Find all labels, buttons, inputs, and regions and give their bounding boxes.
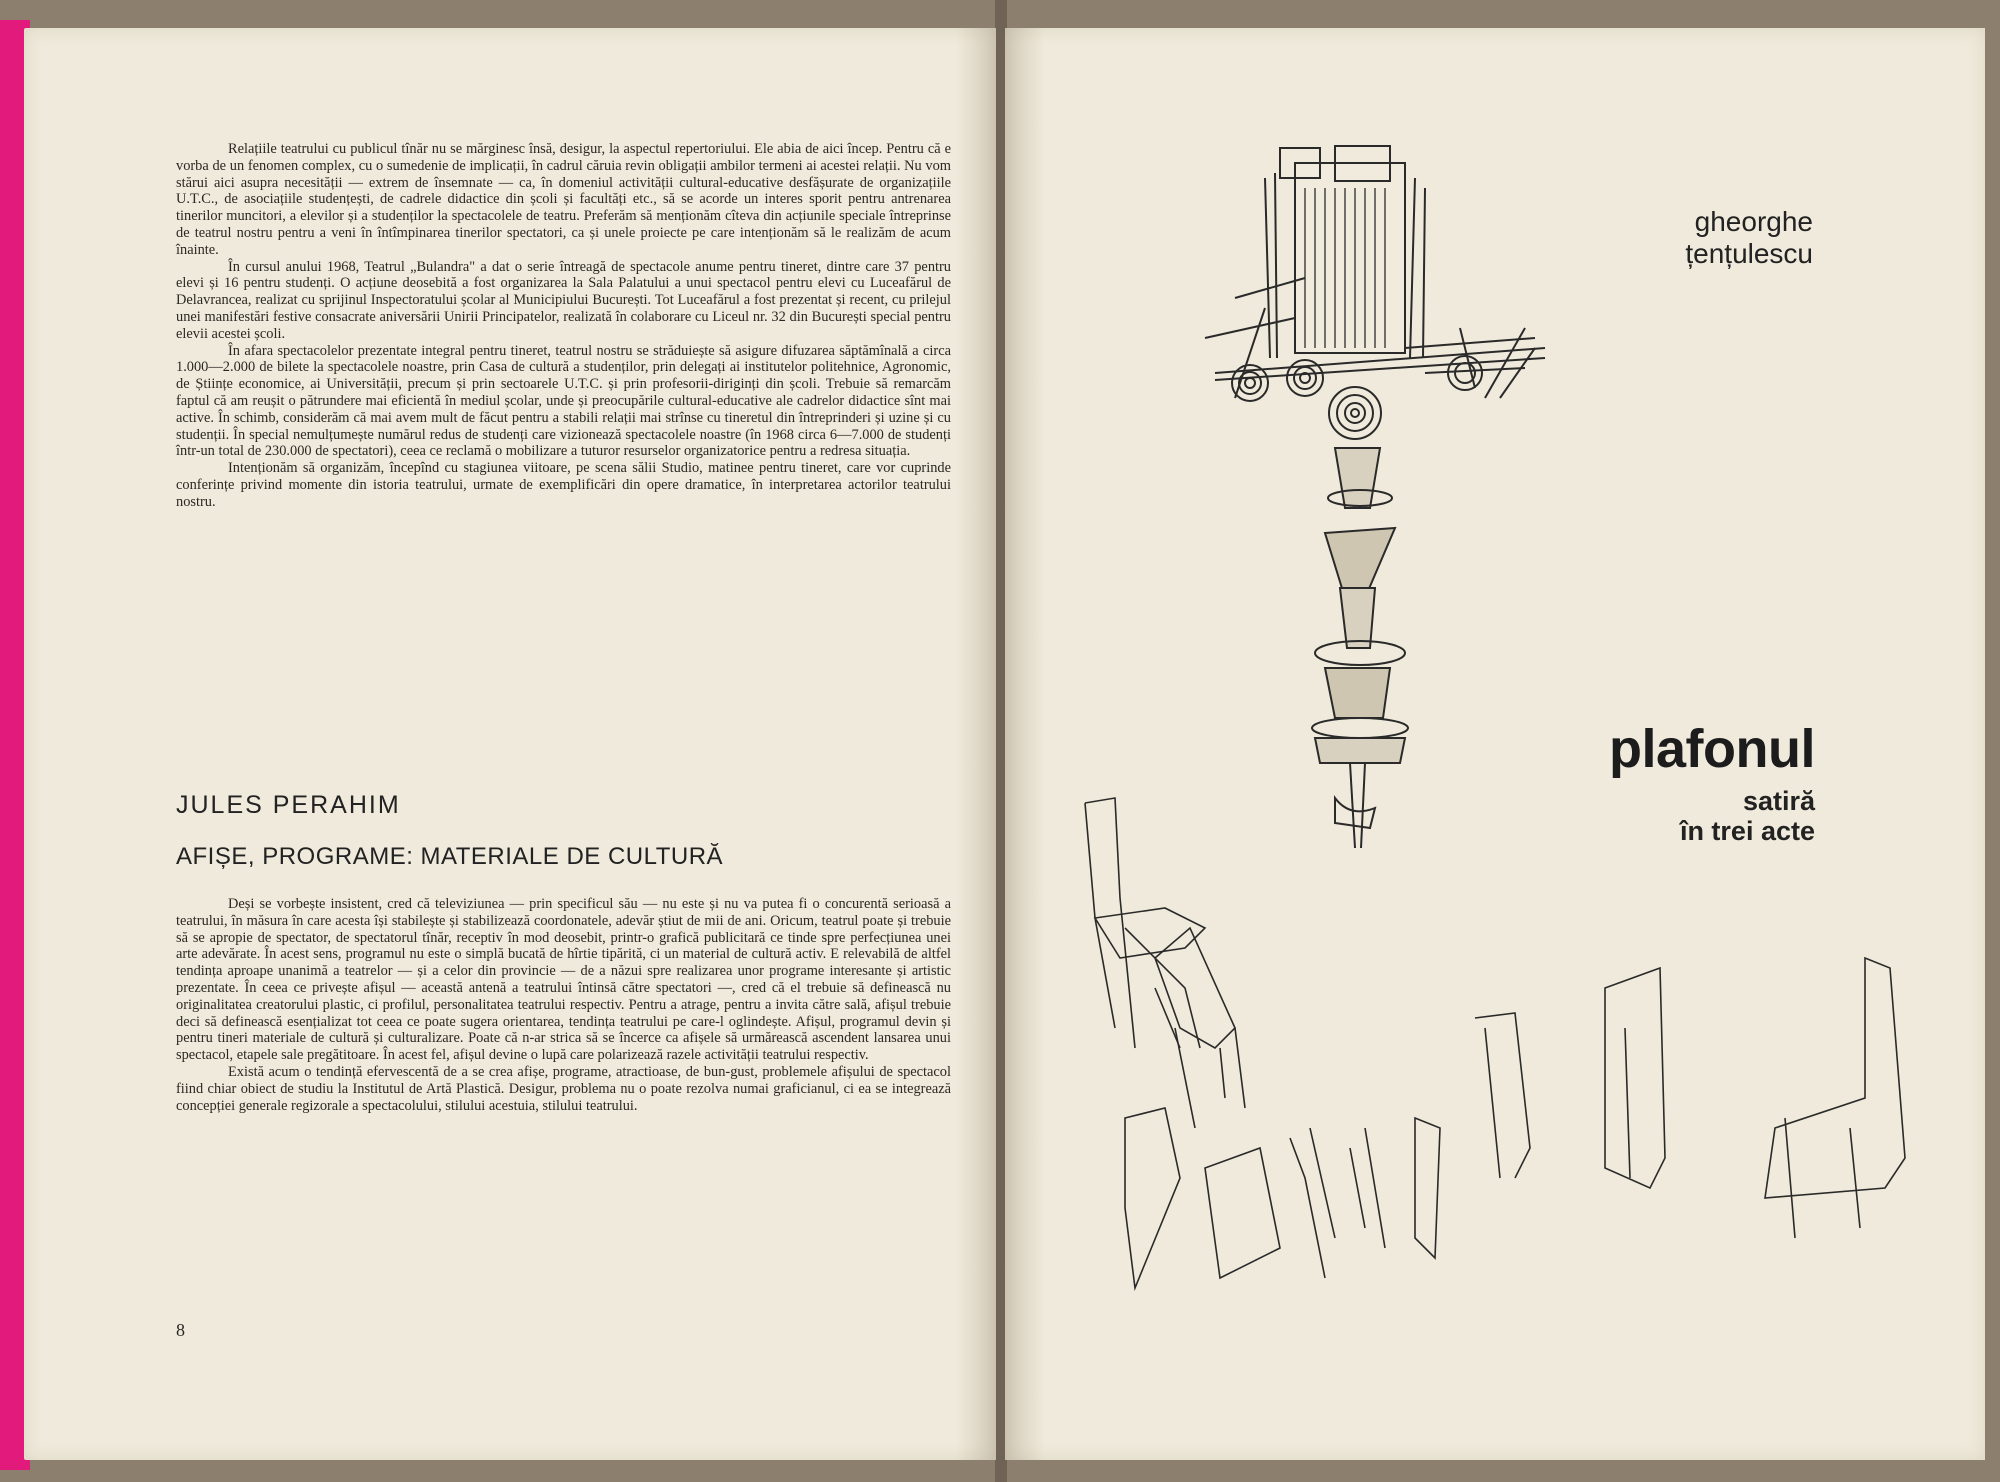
left-page [24, 28, 996, 1460]
paragraph: Relațiile teatrului cu publicul tînăr nu se mărginesc însă, desigur, la aspectul repertoriului. Ele abia de aici încep. Pentru că e vorba de un fenomen complex, cu o sumedenie de implicații, în cadrul căruia revin obligații ambilor termeni ai acestei relații. Nu vom stărui aici asupra necesității — extrem de însemnate — ca, în domeniul activității cultural-educative desfășurate de organizațiile U.T.C., de asociațiile studențești, de cadrele didactice din școli și facultăți etc., să se acorde un interes sporit pentru antrenarea tinerilor muncitori, a elevilor și a studenților la spectacolele de teatru. Preferăm să menționăm cîteva din acțiunile speciale întreprinse de teatrul nostru pentru a veni în întîmpinarea tinerilor spectatori, ca și unele proiecte pe care intenționăm să le realizăm de acum înainte. [176, 141, 951, 258]
bottom-article-text [176, 896, 951, 1114]
right-page [1005, 28, 1985, 1460]
paragraph: În afara spectacolelor prezentate integral pentru tineret, teatrul nostru se străduiește să asigure difuzarea săptămînală a circa 1.000—2.000 de bilete la spectacolele noastre, prin Casa de cultură a studenților, prin delegați ai institutelor politehnice, Agronomic, de Științe economice, ai Universității, precum și prin sectoarele U.T.C. și prin profesorii-diriginți din școli. Trebuie să remarcăm faptul că am reușit o pătrundere mai eficientă în mediul școlar, unde și preocupările cultural-educative ale cadrelor didactice sînt mai active. În schimb, considerăm că mai avem mult de făcut pentru a stabili relații mai strînse cu tineretul din întreprinderi și uzine și cu studenții. În special nemulțumește numărul redus de studenți care vizionează spectacolele noastre (în 1968 circa 6—7.000 de studenți într-un total de 230.000 de spectatori), ceea ce reclamă o mobilizare a tuturor resurselor organizatorice pentru a redresa situația. [176, 342, 951, 460]
paragraph: Intenționăm să organizăm, începînd cu stagiunea viitoare, pe scena sălii Studio, matinee pentru tineret, care vor cuprinde conferințe privind momente din istoria teatrului, urmate de exemplificări din opere dramatice, în interpretarea actorilor teatrului nostru. [176, 460, 951, 510]
paragraph: În cursul anului 1968, Teatrul „Bulandra" a dat o serie întreagă de spectacole anume pentru tineret, dintre care 37 pentru elevi și 16 pentru studenți. O acțiune deosebită a fost organizarea la Sala Palatului a unui spectacol pentru elevi cu Luceafărul de Delavrancea, realizat cu sprijinul Inspectoratului școlar al Municipiului București. Tot Luceafărul a fost prezentat și recent, cu prilejul unei manifestări festive consacrate aniversării Unirii Principatelor, realizată în colaborare cu Liceul nr. 32 din București special pentru elevii acestei școli. [176, 258, 951, 342]
chairs-drawing [1085, 798, 1905, 1288]
play-author [1685, 206, 1813, 270]
play-title: plafonul [1609, 719, 1815, 779]
gutter-shadow [956, 28, 996, 1460]
author-last-name: țențulescu [1685, 238, 1813, 269]
paragraph: Există acum o tendință efervescentă de a se crea afișe, programe, atractioase, de bun-gust, problemele afișului de spectacol fiind chiar obiect de studiu la Institutul de Artă Plastică. Desigur, problema nu o poate rezolva numai graficianul, ci ea se integrează concepției generale regizorale a spectacolului, stilului acestuia, stilului teatrului. [176, 1063, 951, 1114]
section-title: AFIȘE, PROGRAME: MATERIALE DE CULTURĂ [176, 843, 724, 870]
paragraph: Deși se vorbește insistent, cred că televiziunea — prin specificul său — nu este și nu va putea fi o concurentă serioasă a teatrului, în măsura în care acesta își stabilește și stabilizează coordonatele, adevăr știut de mii de ani. Oricum, teatrul poate și trebuie să se apropie de spectator, de spectatorul tînăr, receptiv în mod deosebit, printr-o grafică publicitară ce tinde spre perfecțiunea unei arte adevărate. În acest sens, programul nu este o simplă bucată de hîrtie tipărită, ci un material de cultură activ. E relevabilă de altfel tendința aproape unanimă a teatrelor — și a celor din provincie — de a năzui spre realizarea unor programe interesante și artistic prezentate. În ceea ce privește afișul — această antenă a teatrului întinsă către spectatori —, cred că el trebuie să definească nu originalitatea creatorului plastic, ci profilul, personalitatea teatrului respectiv. Pentru a atrage, pentru a invita către sală, afișul trebuie deci să definească esențializat tot ceea ce poate sugera orientarea, tendința teatrului pe care-l oglindește. Afișul, programul devin și pentru tineri materiale de cultură și culturalizare. Poate că n-ar strica să se încerce ca afișele să urmărească ascendent lansarea unui spectacol, etapele sale pregătitoare. În acest fel, afișul devine o lupă care polarizează razele activității teatrului respectiv. [176, 896, 951, 1064]
subtitle-line: în trei acte [1679, 816, 1815, 846]
play-subtitle [1680, 786, 1815, 846]
page-number: 8 [176, 1320, 185, 1340]
author-heading: JULES PERAHIM [176, 791, 401, 819]
top-article-text [176, 141, 951, 511]
author-first-name: gheorghe [1694, 206, 1813, 237]
sculpture-and-chairs-illustration [1005, 28, 1985, 1460]
stacked-column-drawing [1312, 448, 1408, 848]
subtitle-line: satiră [1742, 786, 1815, 816]
